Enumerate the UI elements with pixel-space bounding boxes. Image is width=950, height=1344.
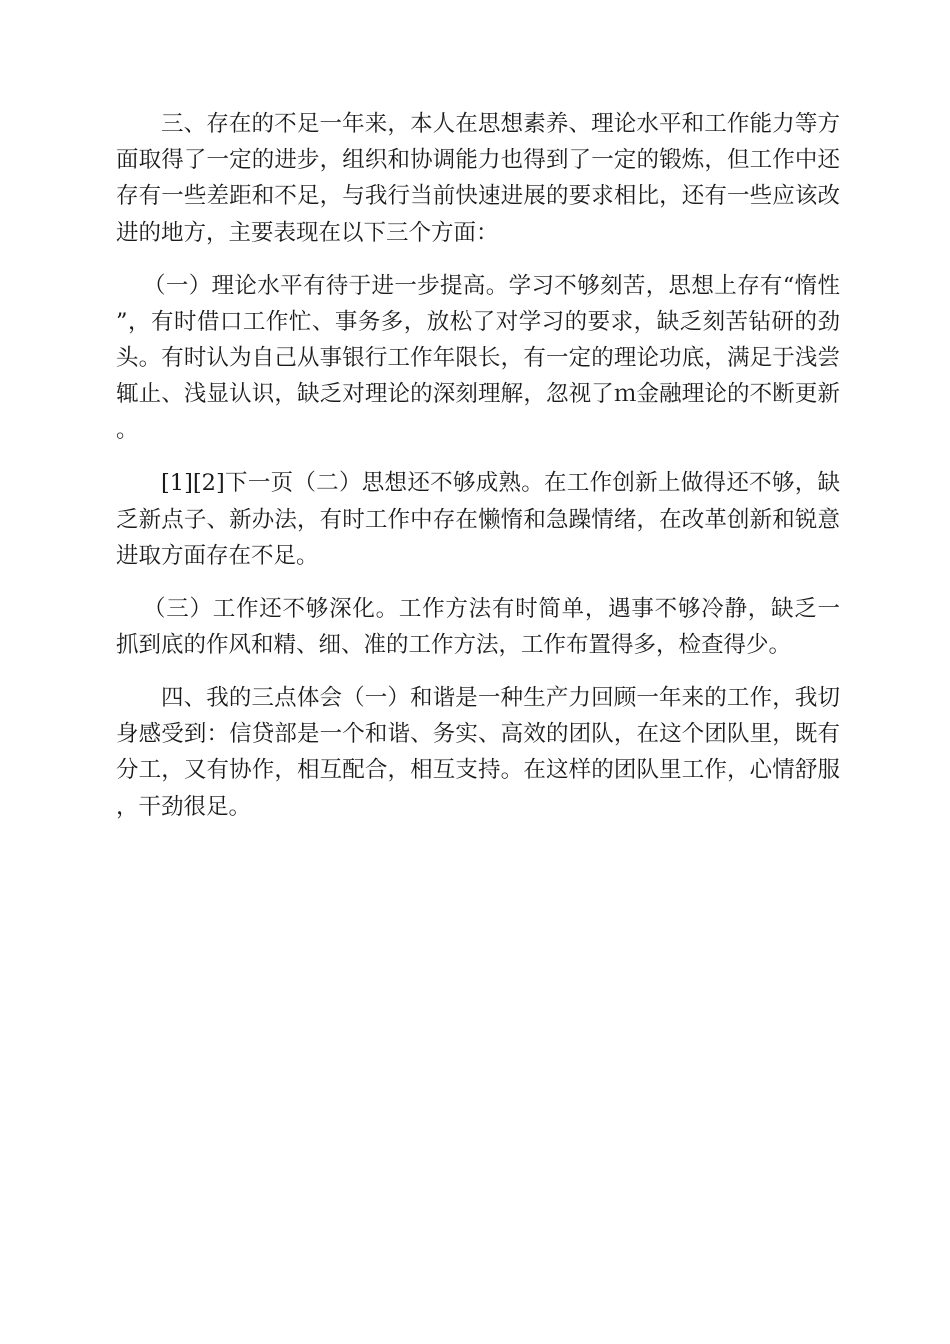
paragraph-theory-level: （一）理论水平有待于进一步提高。学习不够刻苦，思想上存有“惰性”，有时借口工作忙、事务多，放松了对学习的要求，缺乏刻苦钻研的劲头。有时认为自己从事银行工作年限长，有一定的理论功底，满足于浅尝辄止、浅显认识，缺乏对理论的深刻理解，忽视了ｍ金融理论的不断更新。 xyxy=(116,272,840,444)
paragraph-shortcomings-intro: 三、存在的不足一年来，本人在思想素养、理论水平和工作能力等方面取得了一定的进步，组织和协调能力也得到了一定的锻炼，但工作中还存有一些差距和不足，与我行当前快速进展的要求相比，还有一些应该改进的地方，主要表现在以下三个方面： xyxy=(116,111,840,246)
document-body xyxy=(116,106,840,842)
paragraph-experiences: 四、我的三点体会（一）和谐是一种生产力回顾一年来的工作，我切身感受到：信贷部是一个和谐、务实、高效的团队，在这个团队里，既有分工，又有协作，相互配合，相互支持。在这样的团队里工作，心情舒服，干劲很足。 xyxy=(116,685,840,820)
paragraph-work-depth: （三）工作还不够深化。工作方法有时简单，遇事不够冷静，缺乏一抓到底的作风和精、细、准的工作方法，工作布置得多，检查得少。 xyxy=(116,595,840,659)
paragraph-thinking-maturity: [1][2]下一页（二）思想还不够成熟。在工作创新上做得还不够，缺乏新点子、新办法，有时工作中存在懒惰和急躁情绪，在改革创新和锐意进取方面存在不足。 xyxy=(116,470,840,569)
